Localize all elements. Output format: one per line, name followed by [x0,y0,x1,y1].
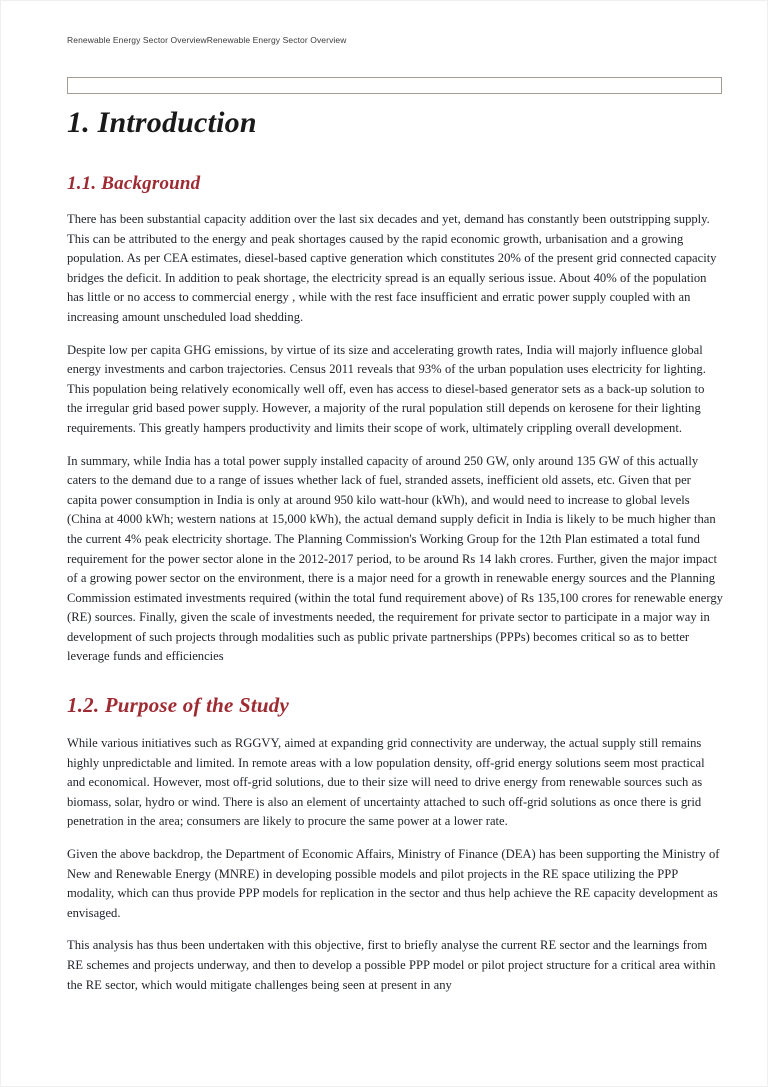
spacer [67,667,723,692]
chapter-title: 1. Introduction [67,106,257,139]
spacer [67,832,723,845]
section-heading-purpose-of-the-study: 1.2. Purpose of the Study [67,693,290,718]
spacer [67,196,723,210]
empty-field-box[interactable] [67,77,722,94]
spacer [67,718,723,734]
spacer [67,141,723,172]
spacer [67,923,723,936]
spacer [67,439,723,452]
paragraph: In summary, while India has a total power supply installed capacity of around 250 GW, only around 135 GW of this actually caters to the demand due to a range of issues whether lack of fuel, stranded assets, inefficient old assets, etc. Given that per capita power consumption in India is only at around 950 kilo watt-hour (kWh), and would need to increase to global levels (China at 4000 kWh; western nations at 15,000 kWh), the actual demand supply deficit in India is likely to be much higher than the current 4% peak electricity shortage. The Planning Commission's Working Group for the 12th Plan estimated a total fund requirement for the power sector alone in the 2012-2017 period, to be around Rs 14 lakh crores. Further, given the major impact of a growing power sector on the environment, there is a major need for a growth in renewable energy sources and the Planning Commission estimated investments required (within the total fund requirement above) of Rs 135,100 crores for renewable energy (RE) sources. Finally, given the scale of investments needed, the requirement for private sector to participate in a major way in development of such projects through modalities such as public private partnerships (PPPs) becomes critical so as to better leverage funds and efficiencies [67,453,723,664]
paragraph: While various initiatives such as RGGVY, aimed at expanding grid connectivity are underway, the actual supply still remains highly unpredictable and limited. In remote areas with a low population density, off-grid energy solutions seem most practical and economical. However, most off-grid solutions, due to their size will need to drive energy from renewable sources such as biomass, solar, hydro or wind. There is also an element of uncertainty attached to such off-grid solutions as once there is grid penetration in the area; consumers are likely to procure the same power at a lower rate. [67,736,705,829]
paragraph: This analysis has thus been undertaken with this objective, first to briefly analyse the current RE sector and the learnings from RE schemes and projects underway, and then to develop a possible PPP model or pilot project structure for a critical area within the RE sector, which would mitigate challenges being seen at present in any [67,938,716,992]
section-heading-background: 1.1. Background [67,173,201,194]
running-header: Renewable Energy Sector OverviewRenewable Energy Sector Overview [67,35,347,45]
document-content [67,105,723,995]
paragraph: Given the above backdrop, the Department of Economic Affairs, Ministry of Finance (DEA) has been supporting the Ministry of New and Renewable Energy (MNRE) in developing possible models and pilot projects in the RE space utilizing the PPP modality, which can thus provide PPP models for replication in the sector and thus help achieve the RE capacity development as envisaged. [67,847,720,920]
paragraph: There has been substantial capacity addition over the last six decades and yet, demand has constantly been outstripping supply. This can be attributed to the energy and peak shortages caused by the rapid economic growth, urbanisation and a growing population. As per CEA estimates, diesel-based captive generation which constitutes 20% of the present grid connected capacity bridges the deficit. In addition to peak shortage, the electricity spread is an equally serious issue. About 40% of the population has little or no access to commercial energy , while with the rest face insufficient and erratic power supply coupled with an increasing amount unscheduled load shedding. [67,212,717,324]
spacer [67,328,723,341]
paragraph: Despite low per capita GHG emissions, by virtue of its size and accelerating growth rates, India will majorly influence global energy investments and carbon trajectories. Census 2011 reveals that 93% of the urban population uses electricity for lighting. This population being relatively economically well off, even has access to diesel-based generator sets as a back-up solution to the irregular grid based power supply. However, a majority of the rural population still depends on kerosene for their lighting requirements. This greatly hampers productivity and limits their scope of work, ultimately crippling overall development. [67,342,706,435]
page-inner [1,1,768,1087]
